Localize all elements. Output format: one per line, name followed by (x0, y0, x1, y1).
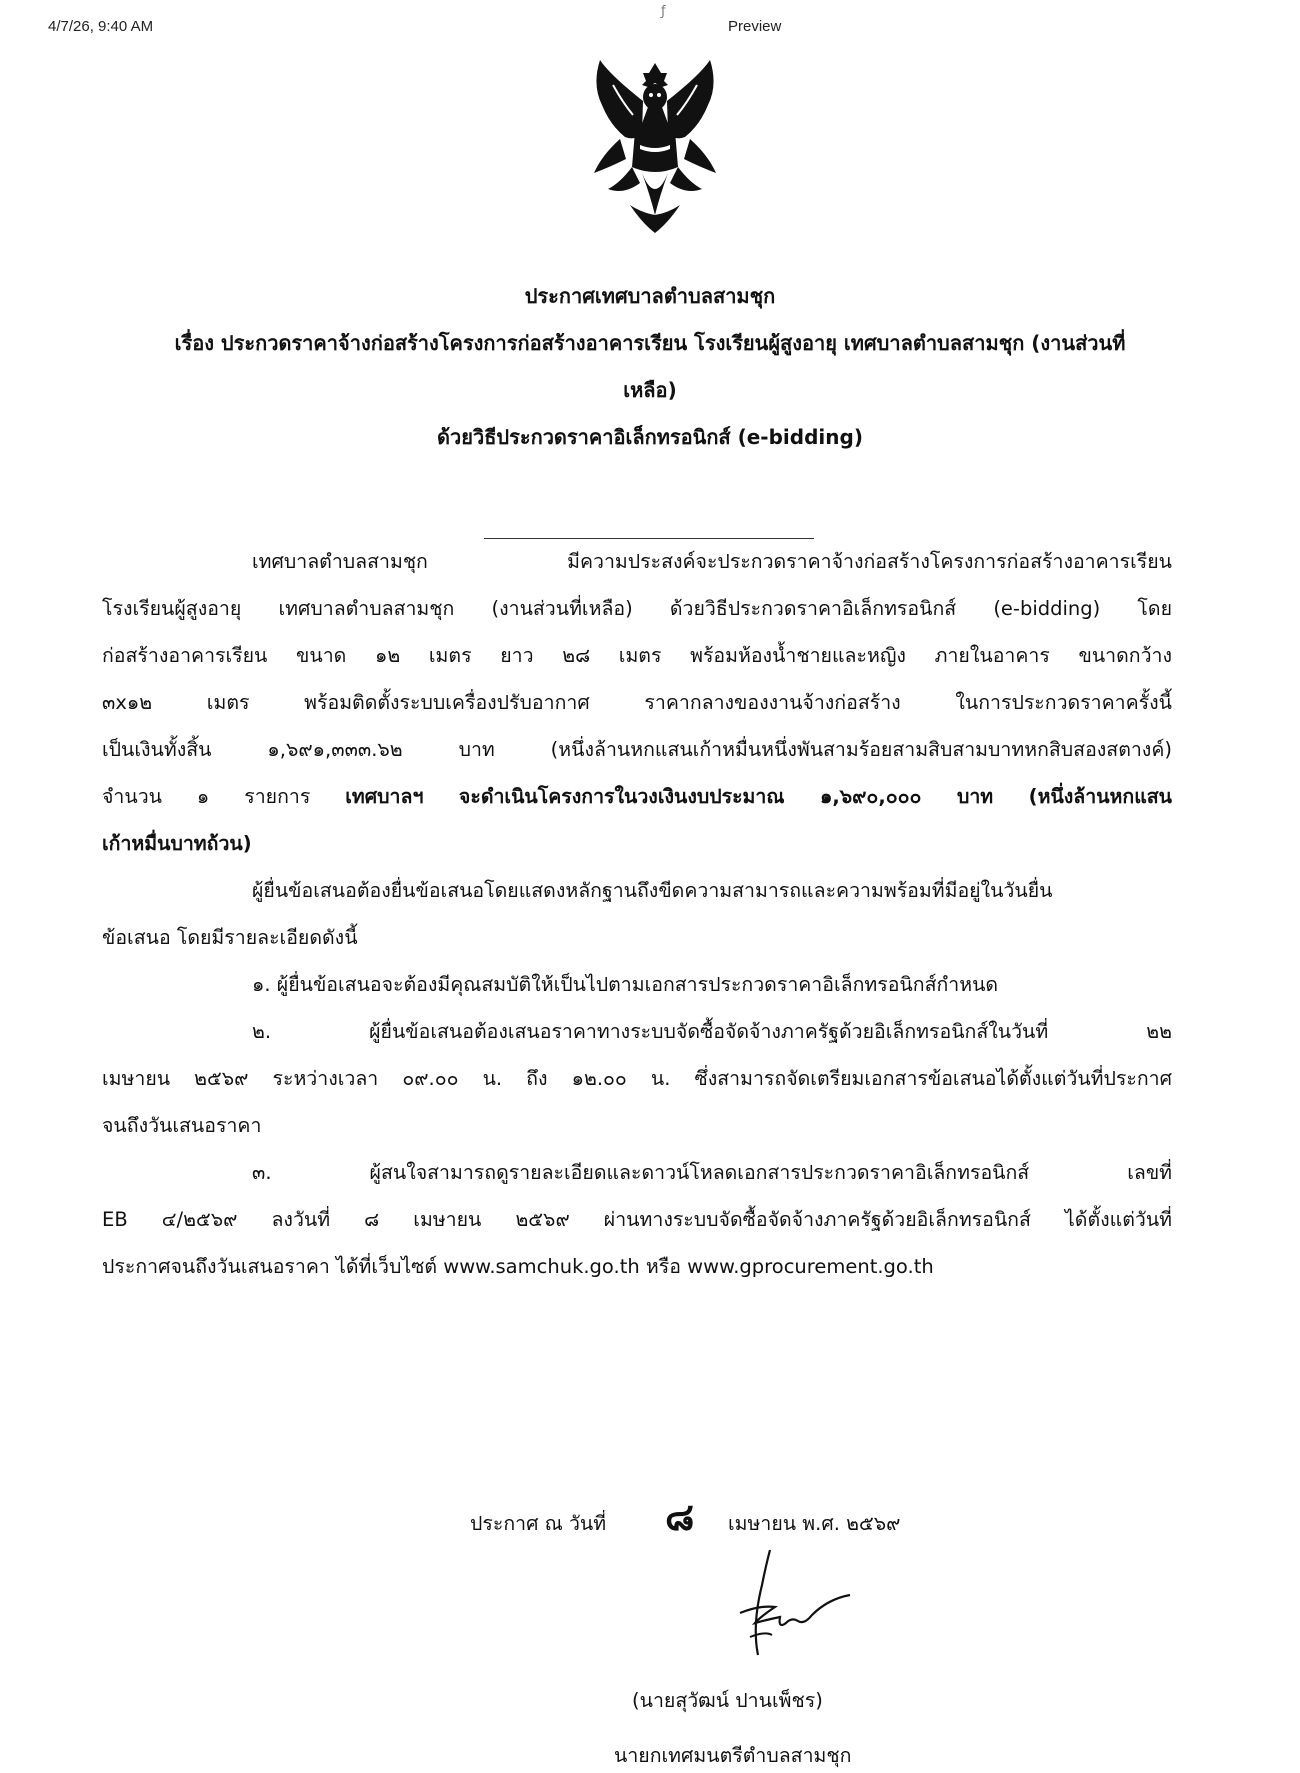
paragraph-line: โรงเรียนผู้สูงอายุ เทศบาลตำบลสามชุก (งานส่วนที่เหลือ) ด้วยวิธีประกวดราคาอิเล็กทรอนิกส์ (e-bidding) โดย (102, 597, 1172, 620)
scan-mark: ƒ (661, 4, 666, 19)
announce-date-label: ประกาศ ณ วันที่ (470, 1512, 607, 1535)
signature-block (0, 1494, 1300, 1773)
title-subject-cont: เหลือ) (623, 378, 677, 402)
paragraph-line (102, 781, 1172, 812)
condition-item-1: ๑. ผู้ยื่นข้อเสนอจะต้องมีคุณสมบัติให้เป็นไปตามเอกสารประกวดราคาอิเล็กทรอนิกส์กำหนด (252, 973, 999, 996)
announcement-title (80, 273, 1220, 461)
condition-item-3-cont: EB ๔/๒๕๖๙ ลงวันที่ ๘ เมษายน ๒๕๖๙ ผ่านทางระบบจัดซื้อจัดจ้างภาครัฐด้วยอิเล็กทรอนิกส์ ได้ตั้งแต่วันที่ (102, 1208, 1172, 1231)
handwritten-signature (700, 1545, 860, 1675)
condition-item-3-cont: ประกาศจนถึงวันเสนอราคา ได้ที่เว็บไซต์ www.samchuk.go.th หรือ www.gprocurement.go.th (102, 1255, 934, 1278)
paragraph-line: ข้อเสนอ โดยมีรายละเอียดดังนี้ (102, 926, 358, 949)
budget-text: เทศบาลฯ จะดำเนินโครงการในวงเงินงบประมาณ ๑,๖๙๐,๐๐๐ บาท (หนึ่งล้านหกแสน (345, 785, 1172, 808)
signer-position: นายกเทศมนตรีตำบลสามชุก (614, 1744, 852, 1767)
paragraph-line: เป็นเงินทั้งสิ้น ๑,๖๙๑,๓๓๓.๖๒ บาท (หนึ่งล้านหกแสนเก้าหมื่นหนึ่งพันสามร้อยสามสิบสามบาทหกสิบสองสตางค์) (102, 738, 1172, 761)
condition-item-2-cont: จนถึงวันเสนอราคา (102, 1114, 262, 1137)
budget-text-cont: เก้าหมื่นบาทถ้วน) (102, 832, 252, 855)
print-app-title: Preview (728, 18, 782, 35)
condition-item-3: ๓. ผู้สนใจสามารถดูรายละเอียดและดาวน์โหลดเอกสารประกวดราคาอิเล็กทรอนิกส์ เลขที่ (252, 1161, 1172, 1184)
garuda-emblem (580, 55, 730, 240)
quantity-text: จำนวน ๑ รายการ (102, 785, 346, 808)
paragraph-line: เทศบาลตำบลสามชุก มีความประสงค์จะประกวดราคาจ้างก่อสร้างโครงการก่อสร้างอาคารเรียน (252, 550, 1172, 573)
title-issuer: ประกาศเทศบาลตำบลสามชุก (524, 284, 776, 308)
announce-day-handwritten: ๘ (665, 1494, 695, 1539)
paragraph-line: ก่อสร้างอาคารเรียน ขนาด ๑๒ เมตร ยาว ๒๘ เมตร พร้อมห้องน้ำชายและหญิง ภายในอาคาร ขนาดกว้าง (102, 644, 1172, 667)
announce-month-year: เมษายน พ.ศ. ๒๕๖๙ (728, 1512, 901, 1535)
title-subject: เรื่อง ประกวดราคาจ้างก่อสร้างโครงการก่อสร้างอาคารเรียน โรงเรียนผู้สูงอายุ เทศบาลตำบลสามชุก (งานส่วนที่ (174, 331, 1126, 355)
paragraph-line: ผู้ยื่นข้อเสนอต้องยื่นข้อเสนอโดยแสดงหลักฐานถึงขีดความสามารถและความพร้อมที่มีอยู่ในวันยื่น (252, 879, 1053, 902)
signer-name: (นายสุวัฒน์ ปานเพ็ชร) (632, 1689, 823, 1712)
print-timestamp: 4/7/26, 9:40 AM (48, 18, 154, 35)
paragraph-line: ๓x๑๒ เมตร พร้อมติดตั้งระบบเครื่องปรับอากาศ ราคากลางของงานจ้างก่อสร้าง ในการประกวดราคาครั้งนี้ (102, 691, 1172, 714)
paragraph-line (102, 828, 252, 859)
condition-item-2: ๒. ผู้ยื่นข้อเสนอต้องเสนอราคาทางระบบจัดซื้อจัดจ้างภาครัฐด้วยอิเล็กทรอนิกส์ในวันที่ ๒๒ (252, 1020, 1172, 1043)
title-divider (484, 538, 814, 539)
condition-item-2-cont: เมษายน ๒๕๖๙ ระหว่างเวลา ๐๙.๐๐ น. ถึง ๑๒.๐๐ น. ซึ่งสามารถจัดเตรียมเอกสารข้อเสนอได้ตั้งแต่วันที่ประกาศ (102, 1067, 1172, 1090)
title-method: ด้วยวิธีประกวดราคาอิเล็กทรอนิกส์ (e-bidding) (437, 425, 863, 449)
